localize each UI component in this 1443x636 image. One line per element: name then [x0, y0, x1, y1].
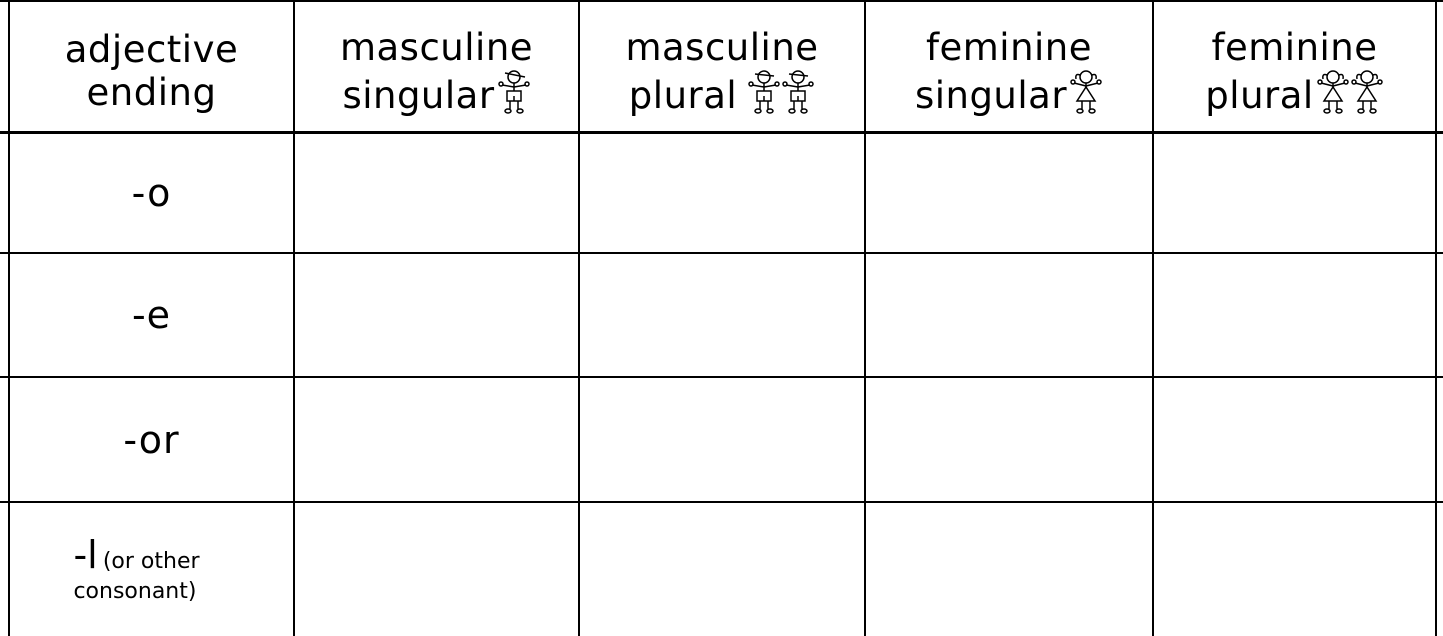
boy-stick-figure-icon: [497, 69, 531, 117]
header-label: singular: [914, 73, 1068, 117]
header-feminine-singular: [866, 12, 1152, 130]
answer-cell[interactable]: [580, 254, 864, 376]
header-label: feminine: [1211, 25, 1378, 69]
answer-cell[interactable]: [866, 503, 1152, 636]
header-label: adjective: [64, 28, 239, 71]
header-label: masculine: [339, 25, 534, 69]
answer-cell[interactable]: [1154, 378, 1435, 501]
answer-cell[interactable]: [580, 134, 864, 252]
header-label: singular: [342, 73, 495, 117]
header-feminine-plural: [1154, 12, 1435, 130]
two-boys-stick-figure-icon: [747, 69, 815, 117]
girl-stick-figure-icon: [1069, 69, 1103, 117]
row-label: -e: [131, 293, 172, 337]
row-ending-e: [10, 254, 293, 376]
header-label: plural: [628, 73, 738, 117]
row-note: consonant): [73, 578, 197, 604]
answer-cell[interactable]: [1154, 503, 1435, 636]
answer-cell[interactable]: [295, 254, 578, 376]
header-label: ending: [86, 71, 217, 114]
row-ending-or: [10, 378, 293, 501]
answer-cell[interactable]: [580, 378, 864, 501]
row-ending-consonant: [10, 503, 293, 636]
two-girls-stick-figure-icon: [1316, 69, 1384, 117]
row-label: -l: [73, 532, 98, 577]
answer-cell[interactable]: [1154, 134, 1435, 252]
answer-cell[interactable]: [580, 503, 864, 636]
row-label: -o: [131, 171, 172, 215]
row-ending-o: [10, 134, 293, 252]
answer-cell[interactable]: [295, 503, 578, 636]
answer-cell[interactable]: [866, 378, 1152, 501]
table-border-right: [1435, 2, 1437, 636]
row-note: (or other: [102, 548, 200, 574]
header-label: plural: [1205, 73, 1314, 117]
answer-cell[interactable]: [295, 378, 578, 501]
header-masculine-singular: [295, 12, 578, 130]
header-adjective-ending: [10, 12, 293, 130]
header-masculine-plural: [580, 12, 864, 130]
header-label: masculine: [625, 25, 819, 69]
answer-cell[interactable]: [866, 254, 1152, 376]
header-label: feminine: [925, 25, 1093, 69]
row-label: -or: [123, 417, 180, 462]
answer-cell[interactable]: [1154, 254, 1435, 376]
answer-cell[interactable]: [295, 134, 578, 252]
answer-cell[interactable]: [866, 134, 1152, 252]
